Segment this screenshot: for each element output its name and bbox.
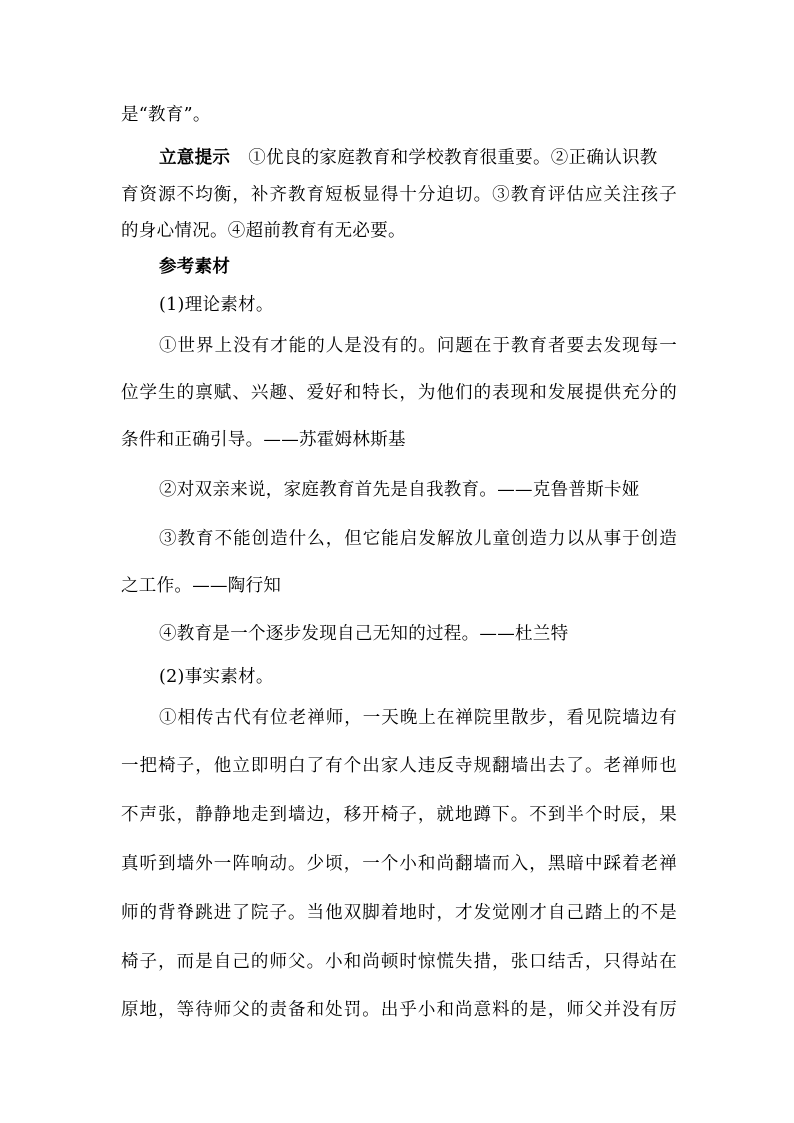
text-line: ①世界上没有才能的人是没有的。问题在于教育者要去发现每一 [159,336,677,356]
text-line: 不声张，静静地走到墙边，移开椅子，就地蹲下。不到半个时辰，果 [121,805,677,825]
text-line: ④教育是一个逐步发现自己无知的过程。——杜兰特 [159,624,569,644]
text-line: 位学生的禀赋、兴趣、爱好和特长，为他们的表现和发展提供充分的 [121,383,677,403]
subsection-heading: (1)理论素材。 [159,295,274,315]
text-line: ①相传古代有位老禅师，一天晚上在禅院里散步，看见院墙边有 [159,708,677,728]
text-line: 真听到墙外一阵响动。少顷，一个小和尚翻墙而入，黑暗中踩着老禅 [121,854,677,874]
section-heading: 参考素材 [159,257,231,277]
idea-hint-label: 立意提示 [159,148,231,168]
text-line: 条件和正确引导。——苏霍姆林斯基 [121,430,406,450]
text-span: ①优良的家庭教育和学校教育很重要。②正确认识教 [248,148,658,168]
subsection-heading: (2)事实素材。 [159,667,274,687]
idea-hint-line [159,147,677,169]
text-line: 师的背脊跳进了院子。当他双脚着地时，才发觉刚才自己踏上的不是 [121,903,677,923]
text-line: ③教育不能创造什么，但它能启发解放儿童创造力以从事于创造 [159,529,677,549]
text-line: 是“教育”。 [121,105,211,125]
text-line: 原地，等待师父的责备和处罚。出乎小和尚意料的是，师父并没有厉 [121,1000,677,1020]
text-line: 椅子，而是自己的师父。小和尚顿时惊慌失措，张口结舌，只得站在 [121,952,677,972]
text-line: 育资源不均衡，补齐教育短板显得十分迫切。③教育评估应关注孩子 [121,185,677,205]
text-line: 之工作。——陶行知 [121,576,282,596]
text-line: 一把椅子，他立即明白了有个出家人违反寺规翻墙出去了。老禅师也 [121,756,677,776]
text-line: 的身心情况。④超前教育有无必要。 [121,221,406,241]
text-line: ②对双亲来说，家庭教育首先是自我教育。——克鲁普斯卡娅 [159,480,640,500]
